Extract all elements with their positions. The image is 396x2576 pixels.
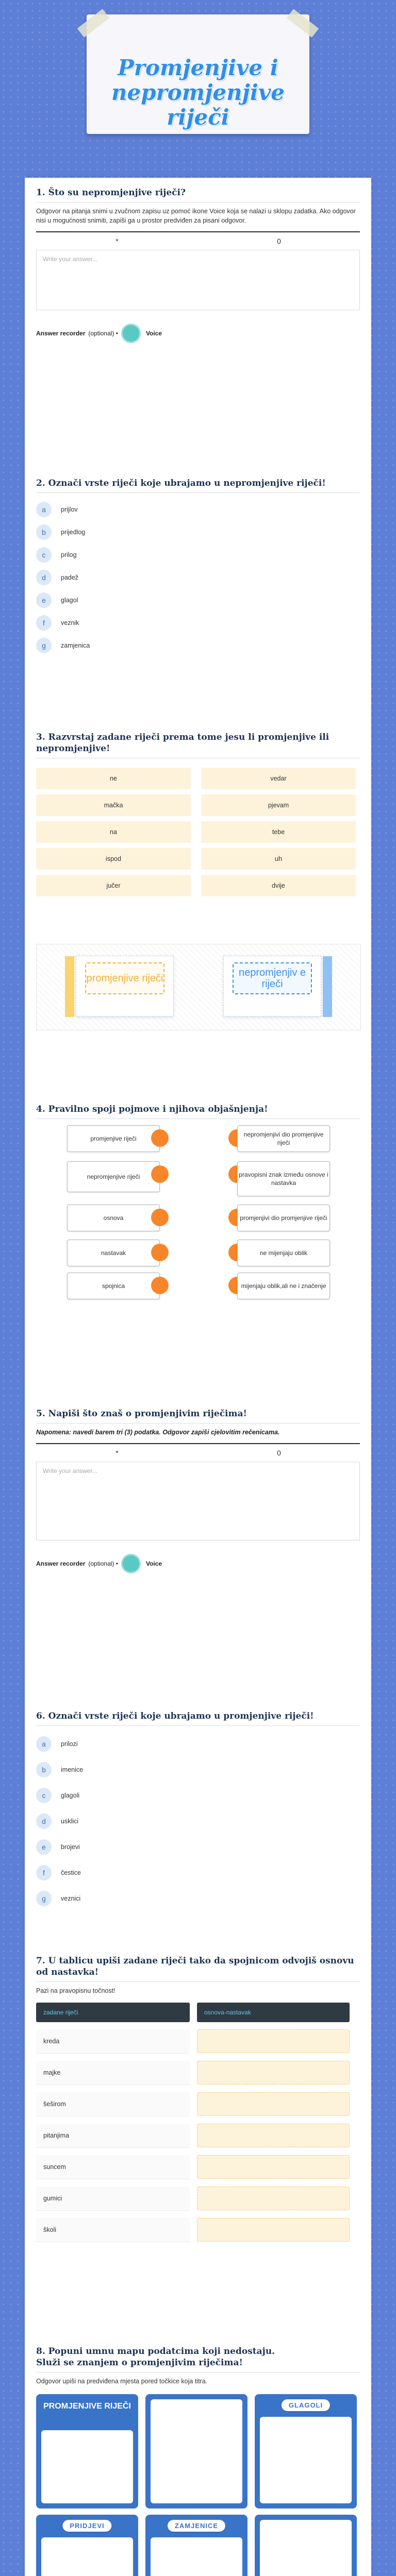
answer-recorder — [36, 1554, 360, 1573]
table-header — [36, 2003, 360, 2022]
mind-map-card[interactable] — [145, 2394, 248, 2509]
word-cell: pitanjima — [36, 2124, 190, 2148]
answer-textarea[interactable] — [36, 250, 360, 310]
choice-option[interactable] — [36, 1886, 360, 1911]
choice-option[interactable] — [36, 498, 360, 521]
toolbar-zero[interactable]: 0 — [277, 1449, 281, 1457]
connector-dot[interactable] — [151, 1209, 169, 1226]
choice-letter: e — [36, 592, 52, 608]
match-definition[interactable]: nepromjenjivi dio promjenjive riječi — [237, 1125, 330, 1152]
card-title: GLAGOLI — [282, 2399, 330, 2411]
card-body — [41, 2537, 133, 2576]
mind-map-card[interactable] — [36, 2515, 138, 2576]
question-4 — [36, 1104, 360, 1299]
question-8 — [36, 2346, 360, 2576]
choice-letter: c — [36, 547, 52, 563]
toolbar-star[interactable]: * — [116, 1449, 119, 1457]
recorder-optional: (optional) • — [88, 1560, 118, 1567]
answer-placeholder: Write your answer... — [43, 1467, 97, 1475]
connector-dot[interactable] — [151, 1277, 169, 1294]
answer-recorder — [36, 324, 360, 343]
choice-list — [36, 498, 360, 657]
choice-label: imenice — [61, 1766, 84, 1773]
choice-label: padež — [61, 574, 79, 581]
choice-label: usklici — [61, 1818, 79, 1825]
word-cell: majke — [36, 2061, 190, 2085]
draggable-word[interactable]: dvije — [201, 875, 356, 896]
draggable-word[interactable]: ne — [36, 768, 191, 789]
word-cell: kreda — [36, 2029, 190, 2054]
text-toolbar — [36, 1443, 360, 1462]
answer-input[interactable] — [197, 2187, 350, 2210]
question-instruction: Odgovor na pitanja snimi u zvučnom zapisu uz pomoć ikone Voice koja se nalazi u sklopu zadatka. Ako odgovor nisi u mogućnosti snimiti, zapiši ga u prostor predviđen za pisani odgovor. — [36, 208, 356, 224]
choice-letter: g — [36, 1891, 52, 1906]
title-line-2: Služi se znanjem o promjenjivim riječima! — [36, 2358, 243, 2368]
mind-map-card[interactable] — [255, 2394, 357, 2509]
sort-bins — [36, 944, 361, 1030]
choice-option[interactable] — [36, 1834, 360, 1860]
draggable-word[interactable]: mačka — [36, 794, 191, 816]
draggable-word[interactable]: tebe — [201, 821, 356, 843]
title-card — [87, 14, 309, 134]
word-grid — [36, 768, 360, 896]
voice-toggle[interactable] — [121, 324, 141, 343]
drop-bin-nepromjenjive[interactable] — [223, 956, 321, 1016]
answer-placeholder: Write your answer... — [43, 256, 97, 263]
choice-option[interactable] — [36, 566, 360, 589]
choice-option[interactable] — [36, 1783, 360, 1808]
word-cell: gumici — [36, 2187, 190, 2211]
choice-letter: b — [36, 1762, 52, 1777]
card-body — [151, 2537, 242, 2576]
choice-letter: d — [36, 570, 52, 585]
choice-letter: g — [36, 638, 52, 653]
mind-map-card[interactable] — [255, 2515, 357, 2576]
toolbar-zero[interactable]: 0 — [277, 237, 281, 245]
choice-letter: a — [36, 502, 52, 517]
card-title: ZAMJENICE — [168, 2520, 225, 2532]
choice-option[interactable] — [36, 1757, 360, 1783]
match-definition[interactable]: mijenjaju oblik,ali ne i značenje — [237, 1273, 330, 1299]
card-body — [260, 2417, 352, 2503]
choice-letter: e — [36, 1839, 52, 1855]
choice-letter: c — [36, 1788, 52, 1803]
choice-letter: d — [36, 1814, 52, 1829]
page-title — [87, 14, 309, 130]
card-body — [151, 2399, 242, 2503]
match-row — [36, 1161, 360, 1191]
choice-letter: a — [36, 1736, 52, 1752]
voice-label: Voice — [145, 1560, 162, 1567]
word-cell: školi — [36, 2218, 190, 2242]
choice-label: veznik — [61, 619, 79, 626]
choice-label: prijedlog — [61, 529, 86, 536]
voice-label: Voice — [145, 330, 162, 337]
match-term[interactable]: nepromjenjive riječi — [67, 1161, 160, 1192]
answer-input[interactable] — [197, 2061, 350, 2084]
choice-option[interactable] — [36, 1808, 360, 1834]
match-definition[interactable]: ne mijenjaju oblik — [237, 1240, 330, 1266]
table-row — [36, 2061, 360, 2085]
recorder-label: Answer recorder — [36, 1560, 86, 1567]
table-row — [36, 2155, 360, 2179]
recorder-label: Answer recorder — [36, 330, 86, 337]
column-header: osnova-nastavak — [197, 2003, 350, 2022]
question-5 — [36, 1408, 360, 1573]
question-6 — [36, 1710, 360, 1911]
draggable-word[interactable]: uh — [201, 848, 356, 870]
draggable-word[interactable]: ispod — [36, 848, 191, 870]
choice-option[interactable] — [36, 612, 360, 634]
bin-label: nepromjenjiv e riječi — [233, 962, 312, 994]
choice-label: čestice — [61, 1869, 81, 1876]
question-instruction: Pazi na pravopisnu točnost! — [36, 1987, 116, 1994]
draggable-word[interactable]: vedar — [201, 768, 356, 789]
choice-option[interactable] — [36, 1860, 360, 1886]
match-definition[interactable]: promjenjivi dio promjenjive riječi — [237, 1205, 330, 1231]
draggable-word[interactable]: pjevam — [201, 794, 356, 816]
title-line-1: Promjenjive i — [118, 55, 278, 80]
bin-ribbon — [323, 956, 332, 1017]
choice-letter: f — [36, 1865, 52, 1880]
question-1 — [36, 187, 360, 343]
question-title: 5. Napiši što znaš o promjenjivim riječima! — [36, 1408, 360, 1423]
text-toolbar — [36, 231, 360, 250]
bin-ribbon — [65, 956, 74, 1017]
choice-label: prijlov — [61, 506, 78, 513]
question-title: 3. Razvrstaj zadane riječi prema tome jesu li promjenjive ili nepromjenjive! — [36, 732, 360, 758]
choice-label: brojevi — [61, 1843, 80, 1851]
question-title: 6. Označi vrste riječi koje ubrajamo u promjenjive riječi! — [36, 1710, 360, 1726]
title-line-1: 8. Popuni umnu mapu podatcima koji nedostaju. — [36, 2346, 275, 2357]
answer-input[interactable] — [197, 2155, 350, 2179]
question-title — [36, 2346, 360, 2372]
choice-letter: f — [36, 615, 52, 631]
match-definition[interactable]: pravopisni znak između osnove i nastavka — [237, 1161, 330, 1196]
answer-textarea[interactable] — [36, 1462, 360, 1540]
table-row — [36, 2124, 360, 2148]
draggable-word[interactable]: na — [36, 821, 191, 843]
worksheet-page — [25, 178, 371, 2576]
table-row — [36, 2092, 360, 2116]
table-row — [36, 2029, 360, 2054]
mind-map-card[interactable] — [36, 2394, 138, 2509]
match-row — [36, 1273, 360, 1302]
drop-bin-promjenjive[interactable] — [76, 956, 174, 1016]
table-row — [36, 2187, 360, 2211]
connector-dot[interactable] — [151, 1129, 169, 1147]
answer-input[interactable] — [197, 2218, 350, 2242]
card-title: PROMJENJIVE RIJEČI — [43, 2402, 131, 2411]
question-2 — [36, 478, 360, 657]
card-body — [260, 2520, 352, 2576]
question-instruction: Odgovor upiši na predviđena mjesta pored točkice koja titra. — [36, 2378, 208, 2385]
choice-label: zamjenica — [61, 642, 90, 649]
match-row — [36, 1125, 360, 1155]
choice-letter: b — [36, 524, 52, 540]
question-title: 4. Pravilno spoji pojmove i njihova objašnjenja! — [36, 1104, 360, 1119]
answer-input[interactable] — [197, 2029, 350, 2053]
word-cell: suncem — [36, 2155, 190, 2179]
question-3 — [36, 732, 360, 896]
match-term[interactable]: nastavak — [67, 1240, 160, 1266]
answer-input[interactable] — [197, 2092, 350, 2116]
choice-option[interactable] — [36, 544, 360, 566]
title-line-2: nepromjenjive riječi — [111, 80, 285, 130]
draggable-word[interactable]: jučer — [36, 875, 191, 896]
choice-option[interactable] — [36, 634, 360, 657]
question-title: 2. Označi vrste riječi koje ubrajamo u nepromjenjive riječi! — [36, 478, 360, 493]
recorder-optional: (optional) • — [88, 330, 118, 337]
toolbar-star[interactable]: * — [116, 237, 119, 245]
choice-option[interactable] — [36, 589, 360, 612]
choice-option[interactable] — [36, 521, 360, 544]
mind-map-card[interactable] — [145, 2515, 248, 2576]
match-row — [36, 1240, 360, 1269]
choice-list — [36, 1731, 360, 1911]
connector-dot[interactable] — [151, 1165, 169, 1183]
choice-label: glagol — [61, 597, 78, 604]
choice-label: prilog — [61, 551, 77, 558]
column-header: zadane riječi — [36, 2003, 190, 2022]
match-term[interactable]: promjenjive riječi — [67, 1125, 160, 1152]
table-row — [36, 2218, 360, 2242]
choice-option[interactable] — [36, 1731, 360, 1757]
card-body — [41, 2430, 133, 2503]
match-term[interactable]: osnova — [67, 1205, 160, 1231]
voice-toggle[interactable] — [121, 1554, 141, 1573]
bin-label: promjenjive riječi — [85, 962, 164, 994]
choice-label: prilozi — [61, 1740, 78, 1748]
match-row — [36, 1205, 360, 1234]
word-cell: šeširom — [36, 2092, 190, 2116]
connector-dot[interactable] — [151, 1244, 169, 1261]
question-instruction: Napomena: navedi barem tri (3) podatka. Odgovor zapiši cjelovitim rečenicama. — [36, 1429, 280, 1436]
question-title: 1. Što su nepromjenjive riječi? — [36, 187, 360, 202]
answer-input[interactable] — [197, 2124, 350, 2147]
choice-label: veznici — [61, 1895, 81, 1902]
choice-label: glagoli — [61, 1792, 80, 1799]
question-7 — [36, 1955, 360, 2242]
card-title: PRIDJEVI — [62, 2520, 111, 2532]
mind-map-grid — [36, 2394, 360, 2576]
match-term[interactable]: spojnica — [67, 1273, 160, 1299]
question-title: 7. U tablicu upiši zadane riječi tako da spojnicom odvojiš osnovu od nastavka! — [36, 1955, 360, 1982]
